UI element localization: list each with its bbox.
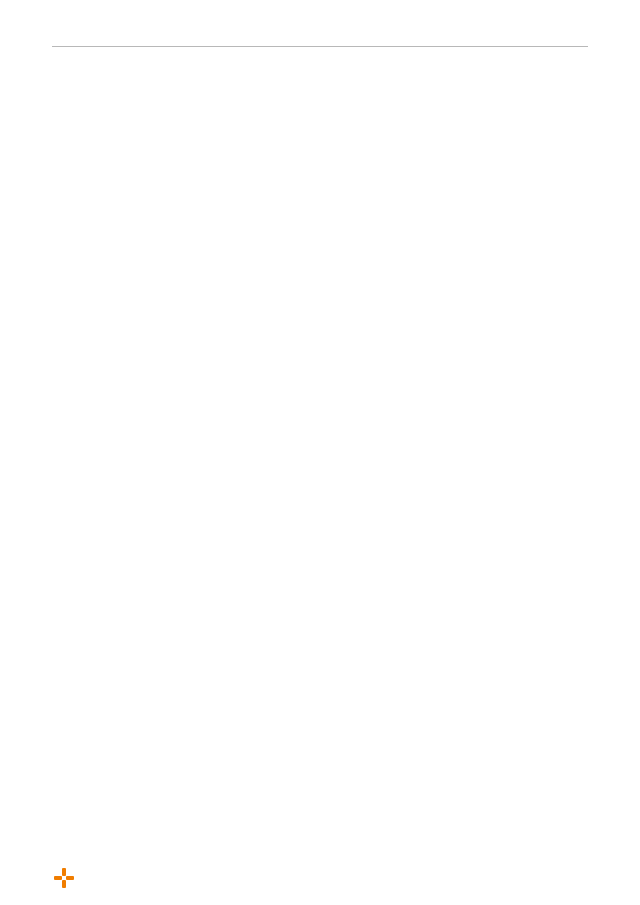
cloze-paragraph bbox=[52, 150, 588, 169]
cloze-paragraph bbox=[52, 226, 588, 245]
cloze-paragraph bbox=[52, 188, 588, 207]
header-rule bbox=[52, 46, 588, 47]
cloze-paragraph bbox=[52, 302, 588, 321]
cloze-paragraph bbox=[52, 264, 588, 283]
cloze-text-area bbox=[52, 150, 588, 750]
publisher-logo-icon bbox=[52, 866, 76, 890]
cloze-paragraph bbox=[52, 340, 588, 359]
